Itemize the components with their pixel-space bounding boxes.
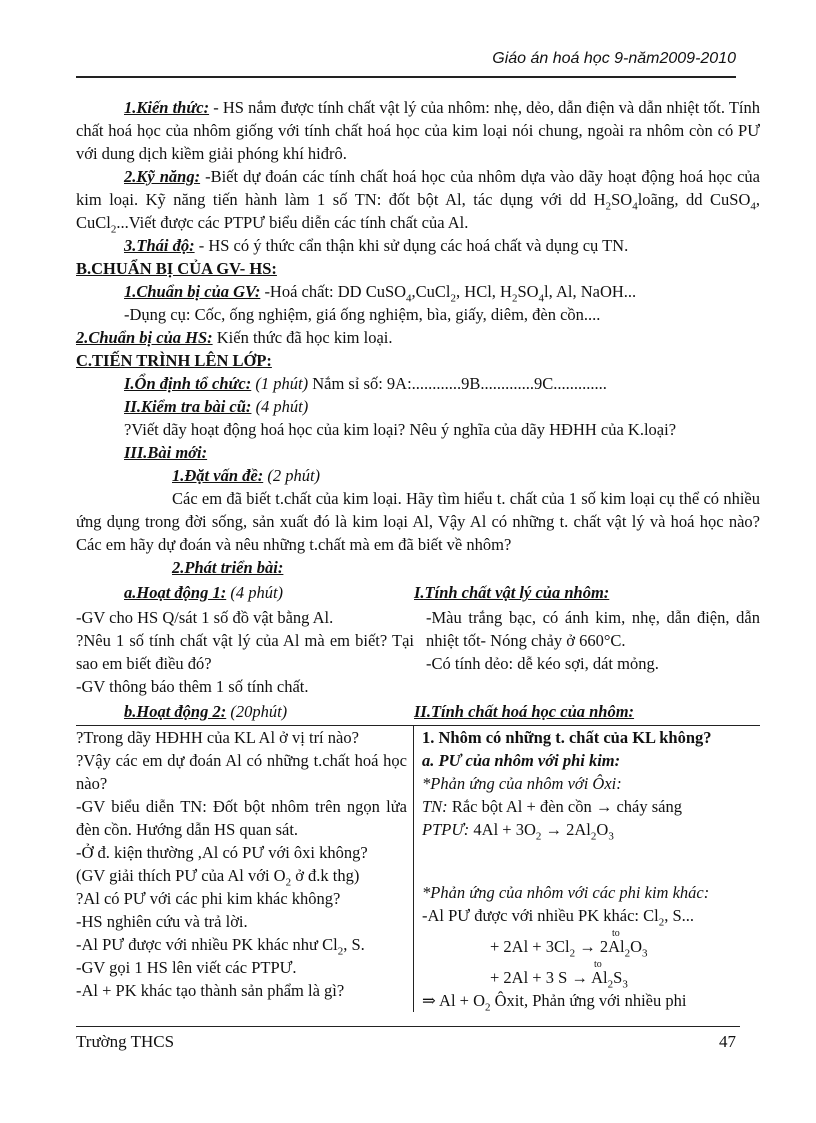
gv-chem-1: -Hoá chất: DD CuSO bbox=[260, 282, 407, 301]
c1-line bbox=[76, 372, 760, 395]
act2-left-1: ?Trong dãy HĐHH của KL Al ở vị trí nào? bbox=[76, 728, 359, 747]
skills-text-4: , CuCl bbox=[76, 190, 760, 232]
c2-question: ?Viết dãy hoạt động hoá học của kim loại? Nêu ý nghĩa của dãy HĐHH của K.loại? bbox=[124, 420, 677, 439]
act2-left-6: ?Al có PƯ với các phi kim khác không? bbox=[76, 889, 341, 908]
page-number: 47 bbox=[719, 1032, 736, 1051]
act2-left-5c: ở đ.k thg) bbox=[291, 866, 360, 885]
act2-left-9: -GV gọi 1 HS lên viết các PTPƯ. bbox=[76, 958, 297, 977]
knowledge-label: 1.Kiến thức: bbox=[124, 98, 210, 117]
eq-s-to: to bbox=[594, 959, 602, 970]
eq-cl2: to + $2Al + 3Cl_2 \to 2Al_2O_3$ bbox=[422, 935, 760, 958]
footer-rule bbox=[76, 1026, 740, 1027]
hs-prep-label: 2.Chuẩn bị của HS: bbox=[76, 328, 213, 347]
act1-label: a.Hoạt động 1: bbox=[124, 583, 227, 602]
gv-prep: 1.Chuẩn bị của GV: -Hoá chất: DD CuSO$_4$,CuCl$_2$, HCl, $H_2SO_4l$, Al, NaOH... bbox=[124, 282, 637, 305]
skills-text-2: SO bbox=[611, 190, 633, 209]
gv-chem-2: ,CuCl bbox=[411, 282, 451, 301]
knowledge-paragraph bbox=[76, 96, 760, 165]
act2-header bbox=[76, 700, 760, 723]
act2-left-8c: , S. bbox=[343, 935, 365, 954]
eq-s-a: + 2Al + 3 S → Al bbox=[490, 968, 608, 987]
act2-left-3: -GV biểu diễn TN: Đốt bột nhôm trên ngọn lửa đèn cồn. Hướng dẫn HS quan sát. bbox=[76, 797, 407, 839]
c2-label: II.Kiểm tra bài cũ: bbox=[124, 397, 252, 416]
c31-label: 1.Đặt vấn đề: bbox=[172, 466, 264, 485]
gv-chem-3: , HCl, H bbox=[456, 282, 512, 301]
act2-spacer bbox=[422, 841, 760, 881]
act2-label: b.Hoạt động 2: bbox=[124, 702, 227, 721]
act1-right-2: -Có tính dẻo: dễ kéo sợi, dát mỏng. bbox=[426, 654, 659, 673]
act1-right-title: I.Tính chất vật lý của nhôm: bbox=[414, 583, 610, 602]
footer-school: Trường THCS bbox=[76, 1032, 175, 1051]
act2-left-10: -Al + PK khác tạo thành sản phẩm là gì? bbox=[76, 981, 345, 1000]
act2-left-5b: 2 bbox=[285, 876, 292, 889]
act2-table bbox=[76, 725, 760, 1012]
pt-label: PTPƯ: bbox=[422, 820, 470, 839]
act1-content-column bbox=[420, 606, 760, 698]
skills-text-1: -Biết dự đoán các tính chất hoá học của nhôm dựa vào dãy hoạt động hoá học của kim loại. Kỹ năng tiến hành làm 1 số TN: đốt bột Al, tác dụng với dd H bbox=[76, 167, 760, 209]
act1-right-1: -Màu trắng bạc, có ánh kim, nhẹ, dẫn điện, dẫn nhiệt tốt- Nóng chảy ở 660°C. bbox=[426, 608, 760, 650]
hs-prep-text: Kiến thức đã học kim loại. bbox=[212, 328, 393, 347]
eq-cl2-to: to bbox=[612, 928, 620, 939]
act2-r-last: ⇒ $Al + O_2$ Ôxit, Phản ứng với nhiều phi bbox=[422, 991, 687, 1014]
gv-chem-5: l, Al, NaOH... bbox=[544, 282, 637, 301]
pt-text-2: → 2Al bbox=[541, 820, 591, 839]
eq-cl2-a: + 2Al + 3Cl bbox=[490, 937, 570, 956]
act2-teacher-column bbox=[76, 726, 414, 1012]
skills-paragraph: 2.Kỹ năng: -Biết dự đoán các tính chất hoá học của nhôm dựa vào dãy hoạt động hoá học của kim loại. Kỹ năng tiến hành làm 1 số TN: đốt bột Al, tác dụng với dd $H_2SO_4loãng$, dd CuSO$_4$, CuCl$_2$...Viết được các PTPƯ biểu diễn các tính chất của Al. bbox=[76, 167, 760, 236]
last-a: ⇒ Al + O bbox=[422, 991, 486, 1010]
act2-left-8b: 2 bbox=[337, 945, 344, 958]
act2-r-o2: *Phản ứng của nhôm với Ôxi: bbox=[422, 774, 622, 793]
act1-left-2: ?Nêu 1 số tính chất vật lý của Al mà em biết? Tại sao em biết điều đó? bbox=[76, 631, 414, 673]
c3-label: III.Bài mới: bbox=[124, 443, 208, 462]
attitude-text: - HS có ý thức cẩn thận khi sử dụng các hoá chất và dụng cụ TN. bbox=[194, 236, 629, 255]
skills-text-3: loãng, dd CuSO bbox=[637, 190, 751, 209]
act2-time: (20phút) bbox=[226, 702, 288, 721]
pk1b: , S... bbox=[664, 906, 695, 925]
c2-line bbox=[76, 395, 760, 418]
act2-left-8 bbox=[76, 933, 407, 956]
act2-r-tn bbox=[422, 795, 760, 818]
act2-left-5 bbox=[76, 864, 407, 887]
c32-line bbox=[76, 556, 760, 579]
c1-text: Nắm sỉ số: 9A:............9B.............9C............. bbox=[308, 374, 607, 393]
act2-content-column bbox=[414, 726, 760, 1012]
tn-text: Rắc bột Al + đèn cồn → cháy sáng bbox=[447, 797, 682, 816]
act1-columns bbox=[76, 606, 760, 698]
act2-r-subtitle: a. PƯ của nhôm với phi kim: bbox=[422, 751, 621, 770]
last-b: Ôxit, Phản ứng với nhiều phi bbox=[490, 991, 687, 1010]
c31-text: Các em đã biết t.chất của kim loại. Hãy tìm hiểu t. chất của 1 số kim loại cụ thể có nhiều ứng dụng trong đời sống, sản xuất đó là kim loại Al, Vậy Al có những t. chất vật lý và hoá học nào? Các em hãy dự đoán và nêu những t.chất mà em đã biết về nhôm? bbox=[76, 489, 760, 554]
eq-s: to + 2Al + 3 $S \to Al_2S_3$ bbox=[422, 966, 760, 989]
pk1a: -Al PƯ được với nhiều PK khác: Cl bbox=[422, 906, 659, 925]
header-title: Giáo án hoá học 9-năm2009-2010 bbox=[492, 50, 736, 67]
act2-left-8a: -Al PƯ được với nhiều PK khác như Cl bbox=[76, 935, 338, 954]
document-body bbox=[76, 96, 760, 1012]
hs-prep bbox=[76, 326, 760, 349]
c31-line bbox=[76, 464, 760, 487]
c32-label: 2.Phát triển bài: bbox=[172, 558, 284, 577]
gv-tools: -Dụng cụ: Cốc, ống nghiệm, giá ống nghiệm, bìa, giấy, diêm, đèn cồn.... bbox=[124, 305, 601, 324]
skills-label: 2.Kỹ năng: bbox=[124, 167, 201, 186]
c31-time: (2 phút) bbox=[263, 466, 321, 485]
act2-left-5a: (GV giải thích PƯ của Al với O bbox=[76, 866, 286, 885]
act2-r-question: 1. Nhôm có những t. chất của KL không? bbox=[422, 728, 712, 747]
act1-left-3: -GV thông báo thêm 1 số tính chất. bbox=[76, 677, 309, 696]
act1-time: (4 phút) bbox=[226, 583, 284, 602]
header-rule bbox=[76, 76, 736, 78]
act2-r-pk: *Phản ứng của nhôm với các phi kim khác: bbox=[422, 883, 710, 902]
c1-time: (1 phút) bbox=[251, 374, 309, 393]
gv-prep-label: 1.Chuẩn bị của GV: bbox=[124, 282, 261, 301]
act2-left-4: -Ở đ. kiện thường ,Al có PƯ với ôxi không? bbox=[76, 843, 368, 862]
attitude-paragraph bbox=[76, 234, 760, 257]
gv-chem-4: SO bbox=[517, 282, 539, 301]
act1-teacher-column bbox=[76, 606, 420, 698]
act2-right-title: II.Tính chất hoá học của nhôm: bbox=[414, 702, 635, 721]
act2-r-pk1: -Al PƯ được với nhiều PK khác: $Cl_2$, S... bbox=[422, 906, 695, 929]
act1-left-1: -GV cho HS Q/sát 1 số đồ vật bằng Al. bbox=[76, 608, 334, 627]
section-c-title: C.TIẾN TRÌNH LÊN LỚP: bbox=[76, 351, 272, 370]
knowledge-text: - HS nắm được tính chất vật lý của nhôm: nhẹ, dẻo, dẫn điện và dẫn nhiệt tốt. Tính chất hoá học của nhôm giống với tính chất hoá học của kim loại nói chung, ngoài ra nhôm còn có PƯ với dung dịch kiềm giải phóng khí hiđrô. bbox=[76, 98, 761, 163]
act2-left-7: -HS nghiên cứu và trả lời. bbox=[76, 912, 248, 931]
pt-text: 4Al + 3O bbox=[469, 820, 536, 839]
section-b-title: B.CHUẨN BỊ CỦA GV- HS: bbox=[76, 259, 277, 278]
tn-label: TN: bbox=[422, 797, 448, 816]
c2-time: (4 phút) bbox=[251, 397, 309, 416]
act1-header bbox=[76, 581, 760, 604]
c1-label: I.Ổn định tổ chức: bbox=[124, 374, 252, 393]
act2-r-pt: PTPƯ: $4Al + 3O_2 \to 2Al_2O_3$ bbox=[422, 820, 614, 843]
c3-line bbox=[76, 441, 760, 464]
attitude-label: 3.Thái độ: bbox=[124, 236, 195, 255]
skills-text-5: ...Viết được các PTPƯ biểu diễn các tính chất của Al. bbox=[116, 213, 469, 232]
eq-cl2-b: → 2Al bbox=[575, 937, 625, 956]
act2-left-2: ?Vậy các em dự đoán Al có những t.chất hoá học nào? bbox=[76, 751, 407, 793]
